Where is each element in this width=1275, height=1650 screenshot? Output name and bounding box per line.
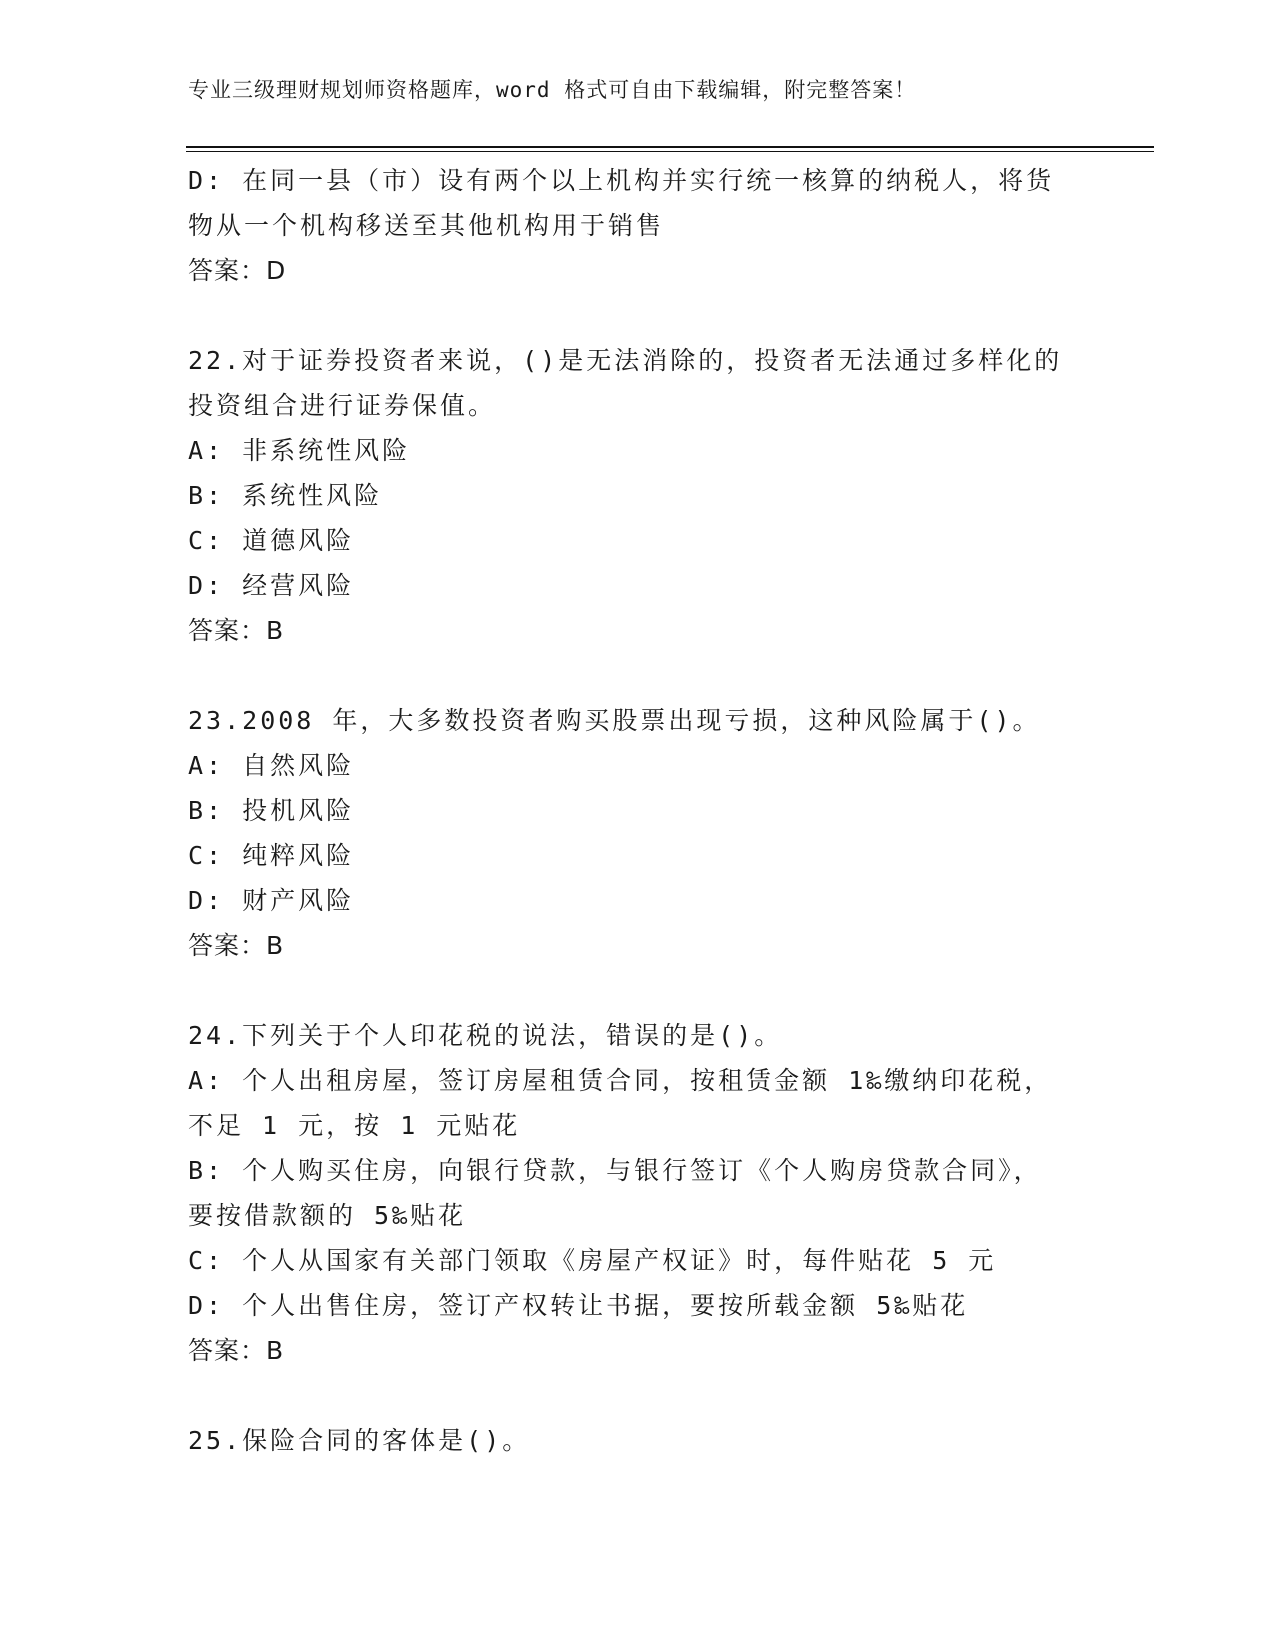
option-b: B: 系统性风险: [188, 481, 383, 510]
question-block-continued: [188, 158, 1088, 293]
question-23: [188, 698, 1088, 968]
option-d-line-1: D: 在同一县（市）设有两个以上机构并实行统一核算的纳税人，将货: [188, 166, 1055, 195]
option-b-line-1: B: 个人购买住房，向银行贷款，与银行签订《个人购房贷款合同》，: [188, 1156, 1042, 1185]
answer-line: 答案：B: [188, 1336, 285, 1365]
answer-line: 答案：B: [188, 616, 285, 645]
question-25: [188, 1418, 1088, 1463]
option-a: A: 自然风险: [188, 751, 355, 780]
option-a-line-1: A: 个人出租房屋，签订房屋租赁合同，按租赁金额 1‰缴纳印花税，: [188, 1066, 1053, 1095]
spacer: [188, 968, 1088, 1013]
header-rule-thin: [186, 151, 1154, 152]
option-b: B: 投机风险: [188, 796, 355, 825]
answer-line: 答案：D: [188, 256, 287, 285]
spacer: [188, 1373, 1088, 1418]
option-d: D: 财产风险: [188, 886, 355, 915]
question-text-line-2: 投资组合进行证券保值。: [188, 391, 497, 420]
page-header: 专业三级理财规划师资格题库，word 格式可自由下载编辑，附完整答案！: [188, 78, 917, 102]
header-rule-thick: [186, 146, 1154, 148]
document-body: [188, 158, 1088, 1463]
option-d: D: 个人出售住房，签订产权转让书据，要按所载金额 5‰贴花: [188, 1291, 969, 1320]
answer-line: 答案：B: [188, 931, 285, 960]
question-text-line-1: 22.对于证券投资者来说，()是无法消除的，投资者无法通过多样化的: [188, 346, 1063, 375]
question-text-line-1: 24.下列关于个人印花税的说法，错误的是()。: [188, 1021, 783, 1050]
question-22: [188, 338, 1088, 653]
option-c: C: 道德风险: [188, 526, 355, 555]
option-d: D: 经营风险: [188, 571, 355, 600]
question-text-line-1: 23.2008 年，大多数投资者购买股票出现亏损，这种风险属于()。: [188, 706, 1041, 735]
option-c: C: 个人从国家有关部门领取《房屋产权证》时，每件贴花 5 元: [188, 1246, 997, 1275]
spacer: [188, 293, 1088, 338]
option-a-line-2: 不足 1 元，按 1 元贴花: [188, 1111, 521, 1140]
option-b-line-2: 要按借款额的 5‰贴花: [188, 1201, 467, 1230]
option-d-line-2: 物从一个机构移送至其他机构用于销售: [188, 211, 665, 240]
option-c: C: 纯粹风险: [188, 841, 355, 870]
question-text-line-1: 25.保险合同的客体是()。: [188, 1426, 531, 1455]
question-24: [188, 1013, 1088, 1373]
spacer: [188, 653, 1088, 698]
option-a: A: 非系统性风险: [188, 436, 411, 465]
